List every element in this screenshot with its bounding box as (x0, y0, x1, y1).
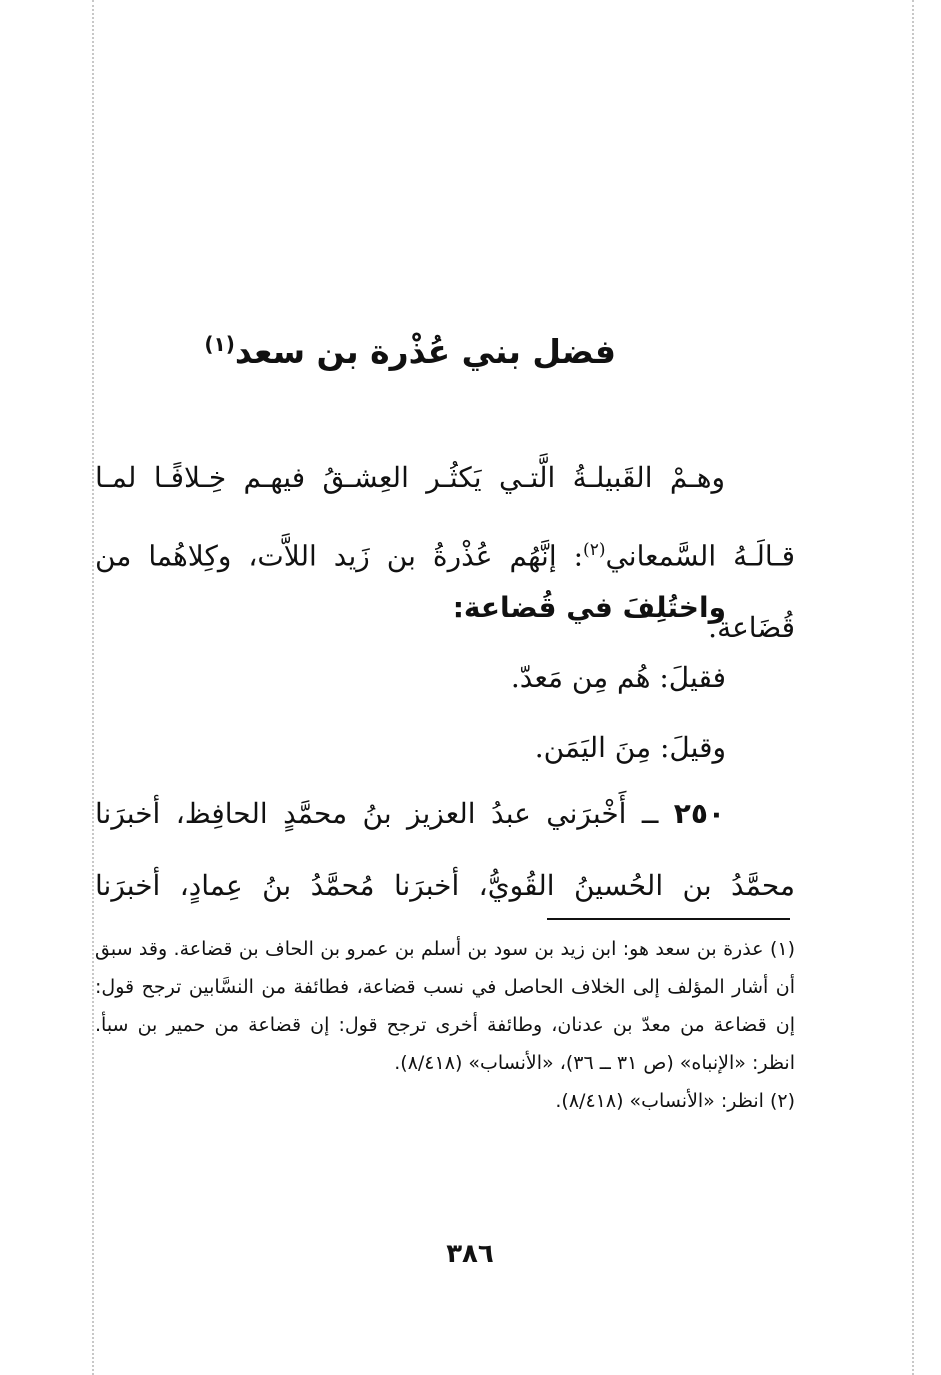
scan-edge-right (912, 0, 914, 1375)
opinion-one: فقيلَ: هُم مِن مَعدّ. (510, 661, 726, 694)
chapter-title-footnote-ref: (١) (204, 332, 235, 356)
hadith-number: ٢٥٠ (673, 797, 726, 830)
hadith-text: أَخْبرَني عبدُ العزيز بنُ محمَّدٍ الحافِظ، أخبرَنا محمَّدُ بن الحُسينُ القُويُّ، أخبرَنا مُحمَّدُ بنُ عِمادٍ، أخبرَنا (95, 797, 795, 902)
page-number: ٣٨٦ (446, 1239, 494, 1269)
footnotes (95, 930, 795, 1120)
footnote-1-marker: (١) (769, 938, 795, 960)
chapter-title (150, 318, 616, 378)
footnote-2-text: انظر: «الأنساب» (٨/٤١٨). (555, 1090, 764, 1112)
chapter-title-text: فضل بني عُذْرة بن سعد (234, 332, 616, 371)
footnote-2 (95, 1082, 795, 1120)
footnote-separator (547, 918, 790, 920)
intro-text: وهـمْ القَبيلـةُ الَّتـي يَكثُـر العِشـقُ فيهـم خِـلافًـا لمـا قـالَـهُ السَّمعاني (95, 461, 795, 573)
scan-edge-left (92, 0, 94, 1375)
footnote-1-text: عذرة بن سعد هو: ابن زيد بن سود بن أسلم بن عمرو بن الحاف بن قضاعة. وقد سبق أن أشار المؤلف إلى الخلاف الحاصل في نسب قضاعة، فطائفة من النسَّابين ترجح قول: إن قضاعة من معدّ بن عدنان، وطائفة أخرى ترجح قول: إن قضاعة من حمير بن سبأ. انظر: «الإنباه» (ص ٣١ ــ ٣٦)، «الأنساب» (٨/٤١٨). (95, 938, 795, 1074)
intro-footnote-ref: (٢) (583, 540, 606, 560)
footnote-1 (95, 930, 795, 1082)
intro-rest: : إنَّهُم عُذْرةُ بن زَيد اللاَّت، وكِلاهُما من قُضَاعة. (95, 539, 795, 645)
opinion-two: وقيلَ: مِنَ اليَمَن. (534, 731, 726, 764)
footnote-2-marker: (٢) (769, 1090, 795, 1112)
hadith-paragraph (95, 778, 795, 922)
hadith-dash: ــ (641, 797, 659, 830)
differ-heading: واختُلِفَ في قُضاعة: (452, 591, 726, 624)
